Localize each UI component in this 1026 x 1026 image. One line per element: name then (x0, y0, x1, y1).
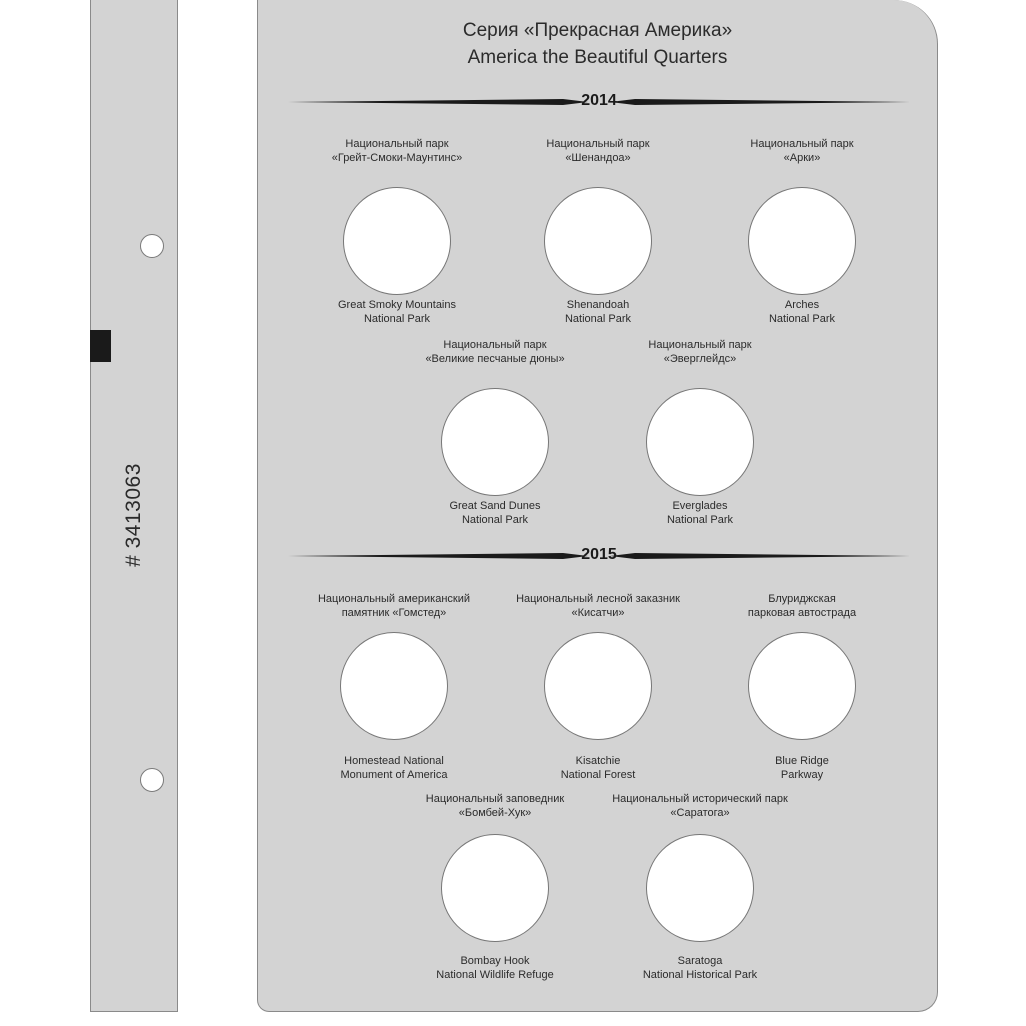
coin-ru-line1: Блуриджская (768, 593, 836, 605)
coin-ru-line1: Национальный парк (750, 138, 854, 150)
coin-ru-line2: «Эверглейдс» (663, 353, 737, 365)
year-divider-2014 (288, 92, 910, 112)
coin-ru-line2: памятник «Гомстед» (341, 607, 447, 619)
year-label-2015: 2015 (581, 546, 617, 563)
coin-ru-line2: парковая автострада (747, 607, 857, 619)
coin-ru-label (697, 592, 907, 620)
coin-ru-line1: Национальный парк (345, 138, 449, 150)
coin-hole[interactable] (441, 388, 549, 496)
coin-ru-label (493, 137, 703, 165)
coin-ru-label (493, 592, 703, 620)
coin-en-label (390, 954, 600, 982)
catalog-number-text: # 3413063 (122, 463, 145, 567)
coin-ru-label (595, 792, 805, 820)
coin-en-line1: Everglades (672, 500, 728, 512)
coin-ru-line2: «Арки» (783, 152, 821, 164)
coin-slot (697, 592, 907, 781)
year-divider-2015 (288, 546, 910, 566)
coin-ru-line1: Национальный американский (317, 593, 471, 605)
coin-slot (595, 792, 805, 981)
coin-en-line1: Kisatchie (575, 755, 621, 767)
coin-en-line2: Parkway (780, 769, 824, 781)
coin-ru-label (292, 137, 502, 165)
series-title-ru: Серия «Прекрасная Америка» (462, 20, 733, 41)
coin-en-line2: National Forest (560, 769, 636, 781)
coin-slot (595, 338, 805, 526)
series-title-en: America the Beautiful Quarters (467, 47, 728, 68)
coin-hole[interactable] (646, 388, 754, 496)
coin-ru-line2: «Великие песчаные дюны» (425, 353, 565, 365)
coin-ru-line2: «Кисатчи» (571, 607, 625, 619)
coin-hole[interactable] (343, 187, 451, 295)
year-label-2014: 2014 (581, 92, 617, 109)
coin-en-line1: Great Sand Dunes (449, 500, 541, 512)
coin-hole[interactable] (544, 187, 652, 295)
coin-hole[interactable] (441, 834, 549, 942)
coin-slot (390, 792, 600, 981)
coin-en-line1: Homestead National (344, 755, 444, 767)
coin-en-line1: Arches (784, 299, 820, 311)
coin-en-line1: Saratoga (677, 955, 723, 967)
coin-en-label (595, 499, 805, 527)
coin-slot (697, 137, 907, 325)
coin-en-line1: Great Smoky Mountains (338, 299, 456, 311)
coin-en-label (289, 754, 499, 782)
coin-ru-label (595, 338, 805, 366)
coin-hole[interactable] (646, 834, 754, 942)
coin-ru-line2: «Бомбей-Хук» (458, 807, 532, 819)
coin-slot (289, 592, 499, 781)
coin-hole[interactable] (748, 187, 856, 295)
coin-ru-label (390, 792, 600, 820)
coin-slot (292, 137, 502, 325)
album-sheet (257, 0, 938, 1012)
coin-en-label (697, 298, 907, 326)
coin-ru-label (289, 592, 499, 620)
coin-ru-line1: Национальный лесной заказник (516, 593, 680, 605)
binder-hole-bottom (140, 768, 164, 792)
coin-en-line1: Shenandoah (566, 299, 630, 311)
coin-en-label (493, 298, 703, 326)
coin-en-line1: Bombay Hook (460, 955, 530, 967)
coin-ru-line2: «Саратога» (670, 807, 730, 819)
coin-ru-line1: Национальный исторический парк (612, 793, 788, 805)
coin-slot (390, 338, 600, 526)
coin-en-line2: National Park (363, 313, 431, 325)
coin-en-line2: Monument of America (340, 769, 448, 781)
coin-en-label (697, 754, 907, 782)
coin-slot (493, 592, 703, 781)
coin-ru-label (697, 137, 907, 165)
coin-ru-line2: «Грейт-Смоки-Маунтинс» (331, 152, 463, 164)
coin-ru-line1: Национальный парк (648, 339, 752, 351)
coin-en-line2: National Park (666, 514, 734, 526)
coin-en-line2: National Park (564, 313, 632, 325)
coin-ru-line1: Национальный парк (443, 339, 547, 351)
coin-slot (493, 137, 703, 325)
coin-en-label (390, 499, 600, 527)
coin-en-line1: Blue Ridge (775, 755, 829, 767)
coin-hole[interactable] (748, 632, 856, 740)
coin-ru-line1: Национальный заповедник (425, 793, 565, 805)
coin-hole[interactable] (544, 632, 652, 740)
binder-hole-top (140, 234, 164, 258)
coin-en-line2: National Park (461, 514, 529, 526)
coin-en-line2: National Park (768, 313, 836, 325)
coin-ru-label (390, 338, 600, 366)
coin-en-line2: National Historical Park (642, 969, 758, 981)
coin-en-label (292, 298, 502, 326)
coin-ru-line1: Национальный парк (546, 138, 650, 150)
coin-hole[interactable] (340, 632, 448, 740)
black-tab-marker (90, 330, 111, 362)
coin-en-line2: National Wildlife Refuge (436, 969, 554, 981)
coin-en-label (493, 754, 703, 782)
coin-en-label (595, 954, 805, 982)
coin-ru-line2: «Шенандоа» (565, 152, 631, 164)
